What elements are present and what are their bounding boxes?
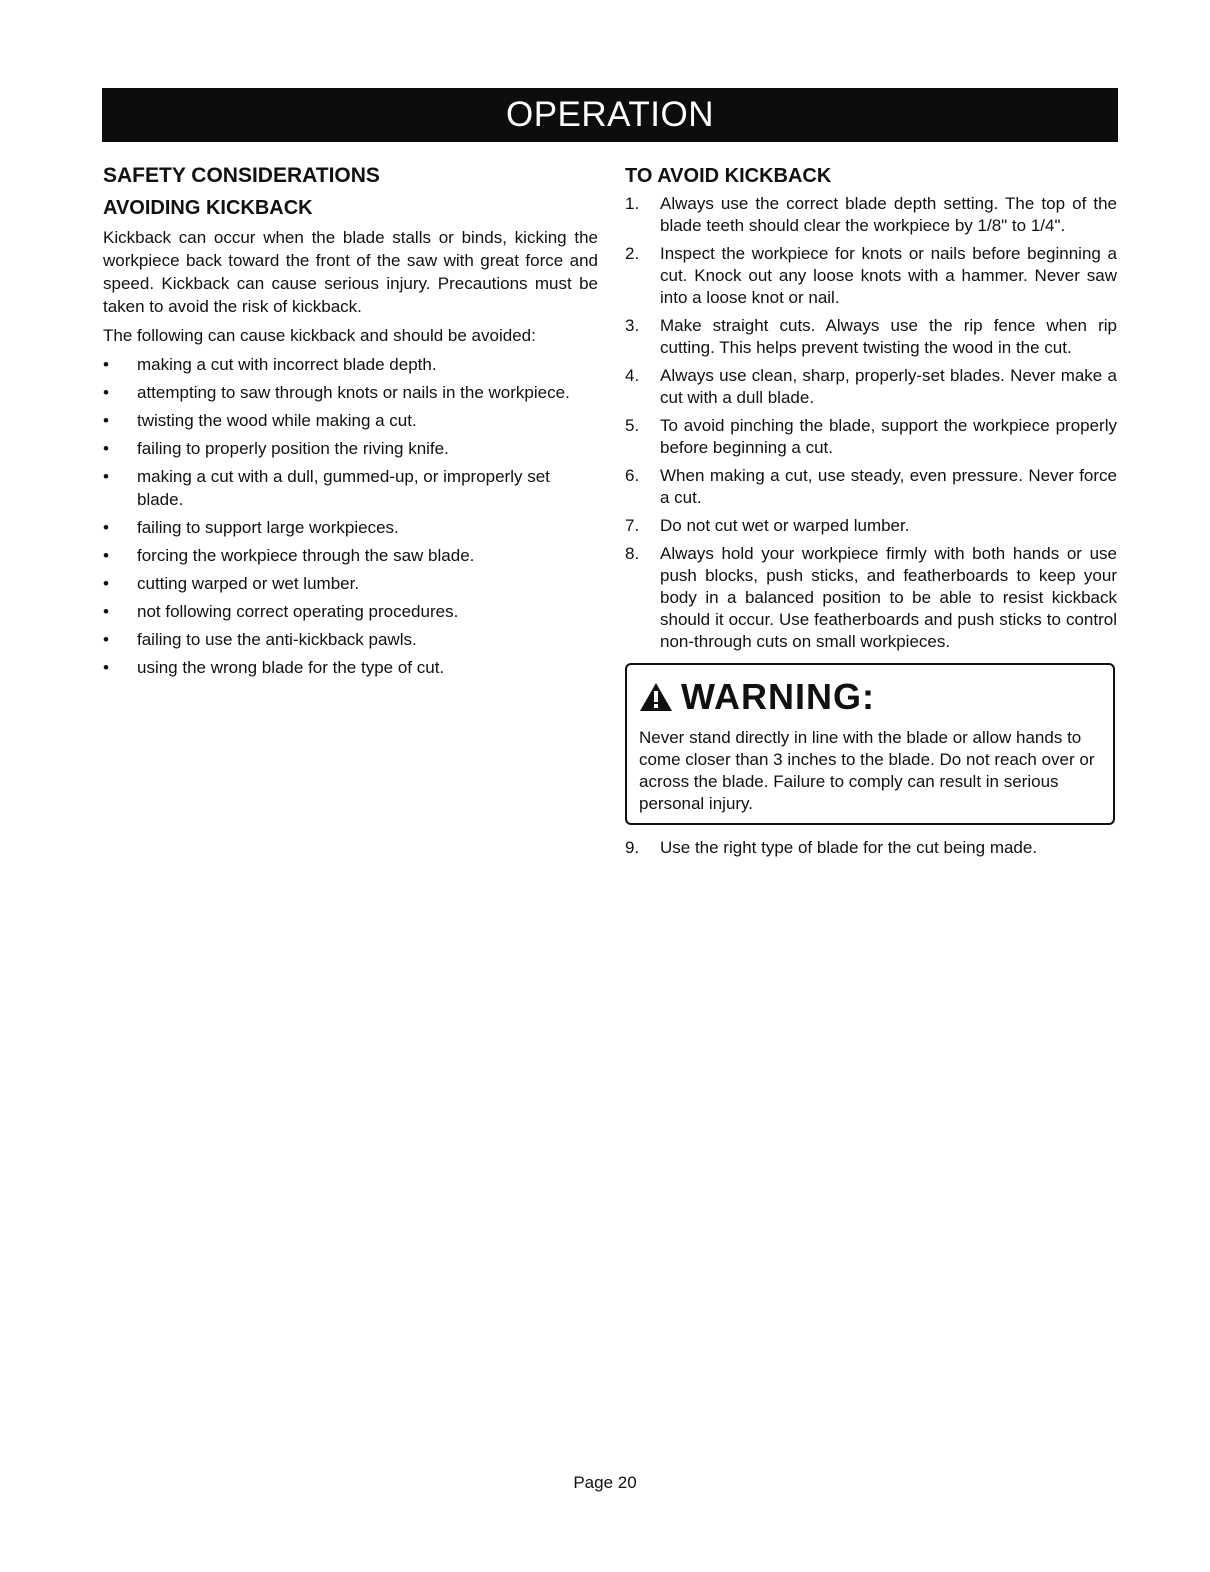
- warning-text: Never stand directly in line with the blade or allow hands to come closer than 3 inches to the blade. Do not reach over or across the blade. Failure to comply can result in serious personal injury.: [639, 728, 1095, 813]
- bullet-icon: •: [103, 355, 109, 374]
- step-item: 8. Always hold your workpiece firmly with both hands or use push blocks, push sticks, and featherboards to keep your body in a balanced position to be able to resist kickback should it occur. Use featherboards and push sticks to control non-through cuts on small workpieces.: [625, 544, 1117, 651]
- bullet-icon: •: [103, 630, 109, 649]
- bullet-icon: •: [103, 439, 109, 458]
- section-heading: SAFETY CONSIDERATIONS: [103, 164, 380, 187]
- subsection-heading: AVOIDING KICKBACK: [103, 197, 313, 219]
- bullet-icon: •: [103, 602, 109, 621]
- bullet-icon: •: [103, 518, 109, 537]
- list-item: • attempting to saw through knots or nails in the workpiece.: [103, 383, 570, 402]
- list-item: • failing to support large workpieces.: [103, 518, 399, 537]
- list-item: • cutting warped or wet lumber.: [103, 574, 360, 593]
- warning-box: [625, 663, 1115, 825]
- step-item: 6. When making a cut, use steady, even pressure. Never force a cut.: [625, 466, 1117, 507]
- bullet-icon: •: [103, 383, 109, 402]
- left-column: [103, 160, 598, 684]
- warning-header: [639, 671, 1101, 723]
- list-item: • making a cut with incorrect blade depth.: [103, 355, 437, 374]
- bullet-icon: •: [103, 658, 109, 677]
- avoid-kickback-steps: [625, 193, 1117, 653]
- right-column: [625, 160, 1117, 865]
- step-item: 4. Always use clean, sharp, properly-set blades. Never make a cut with a dull blade.: [625, 366, 1117, 407]
- list-item: • forcing the workpiece through the saw blade.: [103, 546, 475, 565]
- step-item: 5. To avoid pinching the blade, support the workpiece properly before beginning a cut.: [625, 416, 1117, 457]
- list-item: • using the wrong blade for the type of cut.: [103, 658, 445, 677]
- list-item: • not following correct operating procedures.: [103, 602, 459, 621]
- bullet-icon: •: [103, 546, 109, 565]
- bullet-icon: •: [103, 574, 109, 593]
- bullet-icon: •: [103, 411, 109, 430]
- intro-paragraph: Kickback can occur when the blade stalls or binds, kicking the workpiece back toward the front of the saw with great force and speed. Kickback can cause serious injury. Precautions must be taken to avoid the risk of kickback.: [103, 228, 598, 316]
- step-item: 3. Make straight cuts. Always use the rip fence when rip cutting. This helps prevent twisting the wood in the cut.: [625, 316, 1117, 357]
- list-item: • twisting the wood while making a cut.: [103, 411, 417, 430]
- list-item: • making a cut with a dull, gummed-up, or improperly set blade.: [103, 467, 550, 509]
- page-number: Page 20: [573, 1473, 637, 1492]
- avoid-kickback-steps-continued: [625, 837, 1117, 859]
- step-item: 1. Always use the correct blade depth setting. The top of the blade teeth should clear the workpiece by 1/8" to 1/4".: [625, 194, 1117, 235]
- page-banner: [102, 88, 1118, 142]
- banner-title: OPERATION: [505, 95, 715, 134]
- list-item: • failing to properly position the riving knife.: [103, 439, 449, 458]
- bullet-icon: •: [103, 467, 109, 486]
- to-avoid-kickback-heading: TO AVOID KICKBACK: [625, 165, 832, 187]
- warning-triangle-icon: [639, 682, 673, 712]
- step-item: 7. Do not cut wet or warped lumber.: [625, 516, 910, 535]
- list-intro: The following can cause kickback and should be avoided:: [103, 326, 536, 345]
- list-item: • failing to use the anti-kickback pawls.: [103, 630, 417, 649]
- warning-title: WARNING:: [681, 676, 875, 717]
- kickback-causes-list: [103, 353, 598, 679]
- step-item: 2. Inspect the workpiece for knots or nails before beginning a cut. Knock out any loose knots with a hammer. Never saw into a loose knot or nail.: [625, 244, 1117, 307]
- step-item: 9. Use the right type of blade for the cut being made.: [625, 838, 1038, 857]
